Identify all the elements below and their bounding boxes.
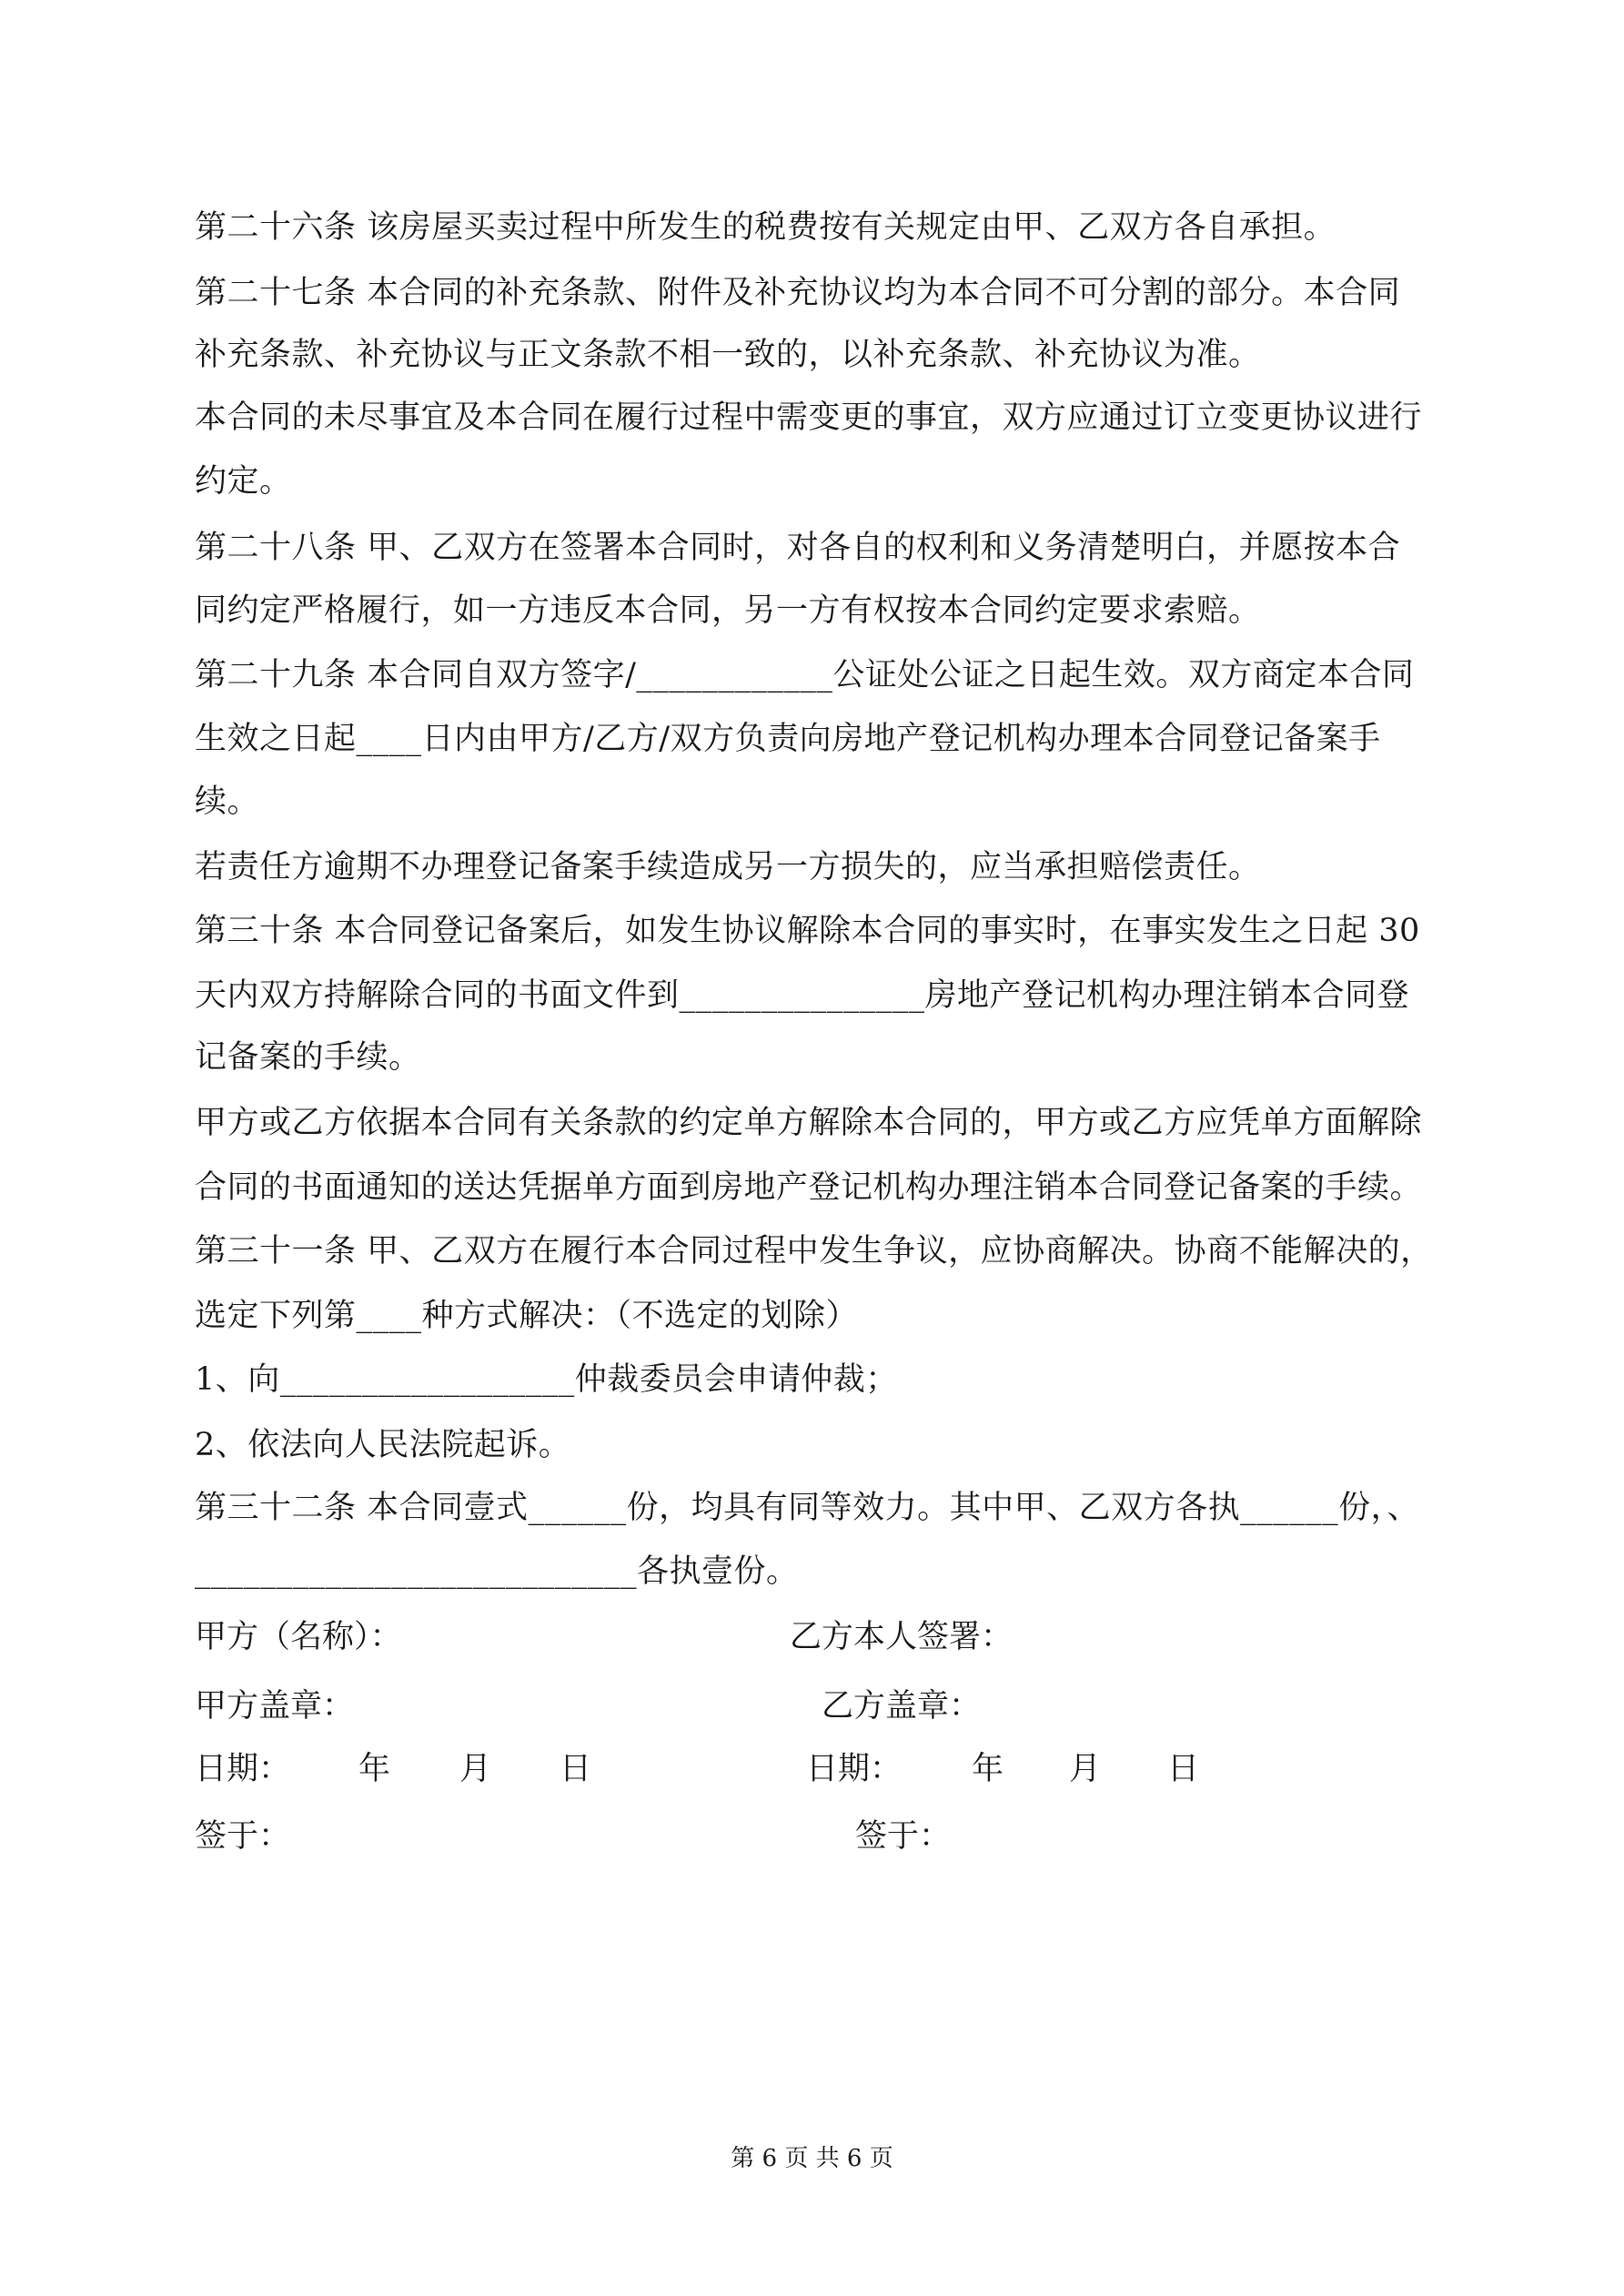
party-a-date-label: 日期：	[195, 1751, 291, 1787]
clause-27-line-3: 本合同的未尽事宜及本合同在履行过程中需变更的事宜，双方应通过订立变更协议进行	[195, 400, 1423, 436]
clause-27-line-2: 补充条款、补充协议与正文条款不相一致的，以补充条款、补充协议为准。	[195, 337, 1261, 373]
clause-31-option-1: 1、向__________________仲裁委员会申请仲裁；	[195, 1361, 898, 1398]
party-b-date-label: 日期：	[806, 1751, 903, 1787]
party-b-seal-label: 乙方盖章：	[822, 1688, 982, 1725]
party-b-sign-label: 乙方本人签署：	[790, 1619, 1014, 1655]
party-b-date-year: 年	[972, 1751, 1004, 1787]
clause-29-line-4: 若责任方逾期不办理登记备案手续造成另一方损失的，应当承担赔偿责任。	[195, 849, 1261, 885]
clause-29-line-2: 生效之日起____日内由甲方/乙方/双方负责向房地产登记机构办理本合同登记备案手	[195, 721, 1381, 757]
party-a-date-day: 日	[560, 1751, 592, 1787]
clause-31-line-1: 第三十一条 甲、乙双方在履行本合同过程中发生争议，应协商解决。协商不能解决的，	[195, 1233, 1433, 1269]
clause-30-line-4: 甲方或乙方依据本合同有关条款的约定单方解除本合同的，甲方或乙方应凭单方面解除	[195, 1105, 1423, 1141]
party-a-date-month: 月	[459, 1751, 492, 1787]
party-b-signed-at-label: 签于：	[855, 1818, 952, 1855]
party-a-signed-at-label: 签于：	[195, 1818, 291, 1855]
party-a-seal-label: 甲方盖章：	[195, 1688, 355, 1725]
clause-30-line-1: 第三十条 本合同登记备案后，如发生协议解除本合同的事实时，在事实发生之日起 30	[195, 913, 1420, 949]
clause-31-option-2: 2、依法向人民法院起诉。	[195, 1427, 571, 1463]
page-number-footer: 第 6 页 共 6 页	[731, 2145, 893, 2172]
clause-27-line-1: 第二十七条 本合同的补充条款、附件及补充协议均为本合同不可分割的部分。本合同	[195, 275, 1401, 311]
clause-32-line-2: ___________________________各执壹份。	[195, 1553, 799, 1590]
clause-29-line-3: 续。	[195, 784, 260, 820]
clause-30-line-5: 合同的书面通知的送达凭据单方面到房地产登记机构办理注销本合同登记备案的手续。	[195, 1169, 1423, 1206]
clause-27-line-4: 约定。	[195, 463, 292, 500]
party-b-date-day: 日	[1167, 1751, 1200, 1787]
clause-32-line-1: 第三十二条 本合同壹式______份，均具有同等效力。其中甲、乙双方各执______份，、	[195, 1490, 1420, 1526]
clause-29-line-1: 第二十九条 本合同自双方签字/____________公证处公证之日起生效。双方商定本合同	[195, 657, 1415, 693]
clause-30-line-3: 记备案的手续。	[195, 1039, 421, 1076]
party-b-date-month: 月	[1069, 1751, 1102, 1787]
clause-28-line-1: 第二十八条 甲、乙双方在签署本合同时，对各自的权利和义务清楚明白，并愿按本合	[195, 530, 1401, 566]
clause-26-line-1: 第二十六条 该房屋买卖过程中所发生的税费按有关规定由甲、乙双方各自承担。	[195, 209, 1337, 246]
clause-30-line-2: 天内双方持解除合同的书面文件到_______________房地产登记机构办理注销本合同登	[195, 977, 1410, 1014]
party-a-name-label: 甲方（名称）：	[195, 1619, 402, 1655]
party-a-date-year: 年	[358, 1751, 391, 1787]
clause-28-line-2: 同约定严格履行，如一方违反本合同，另一方有权按本合同约定要求索赔。	[195, 592, 1261, 629]
clause-31-line-2: 选定下列第____种方式解决：（不选定的划除）	[195, 1298, 859, 1334]
